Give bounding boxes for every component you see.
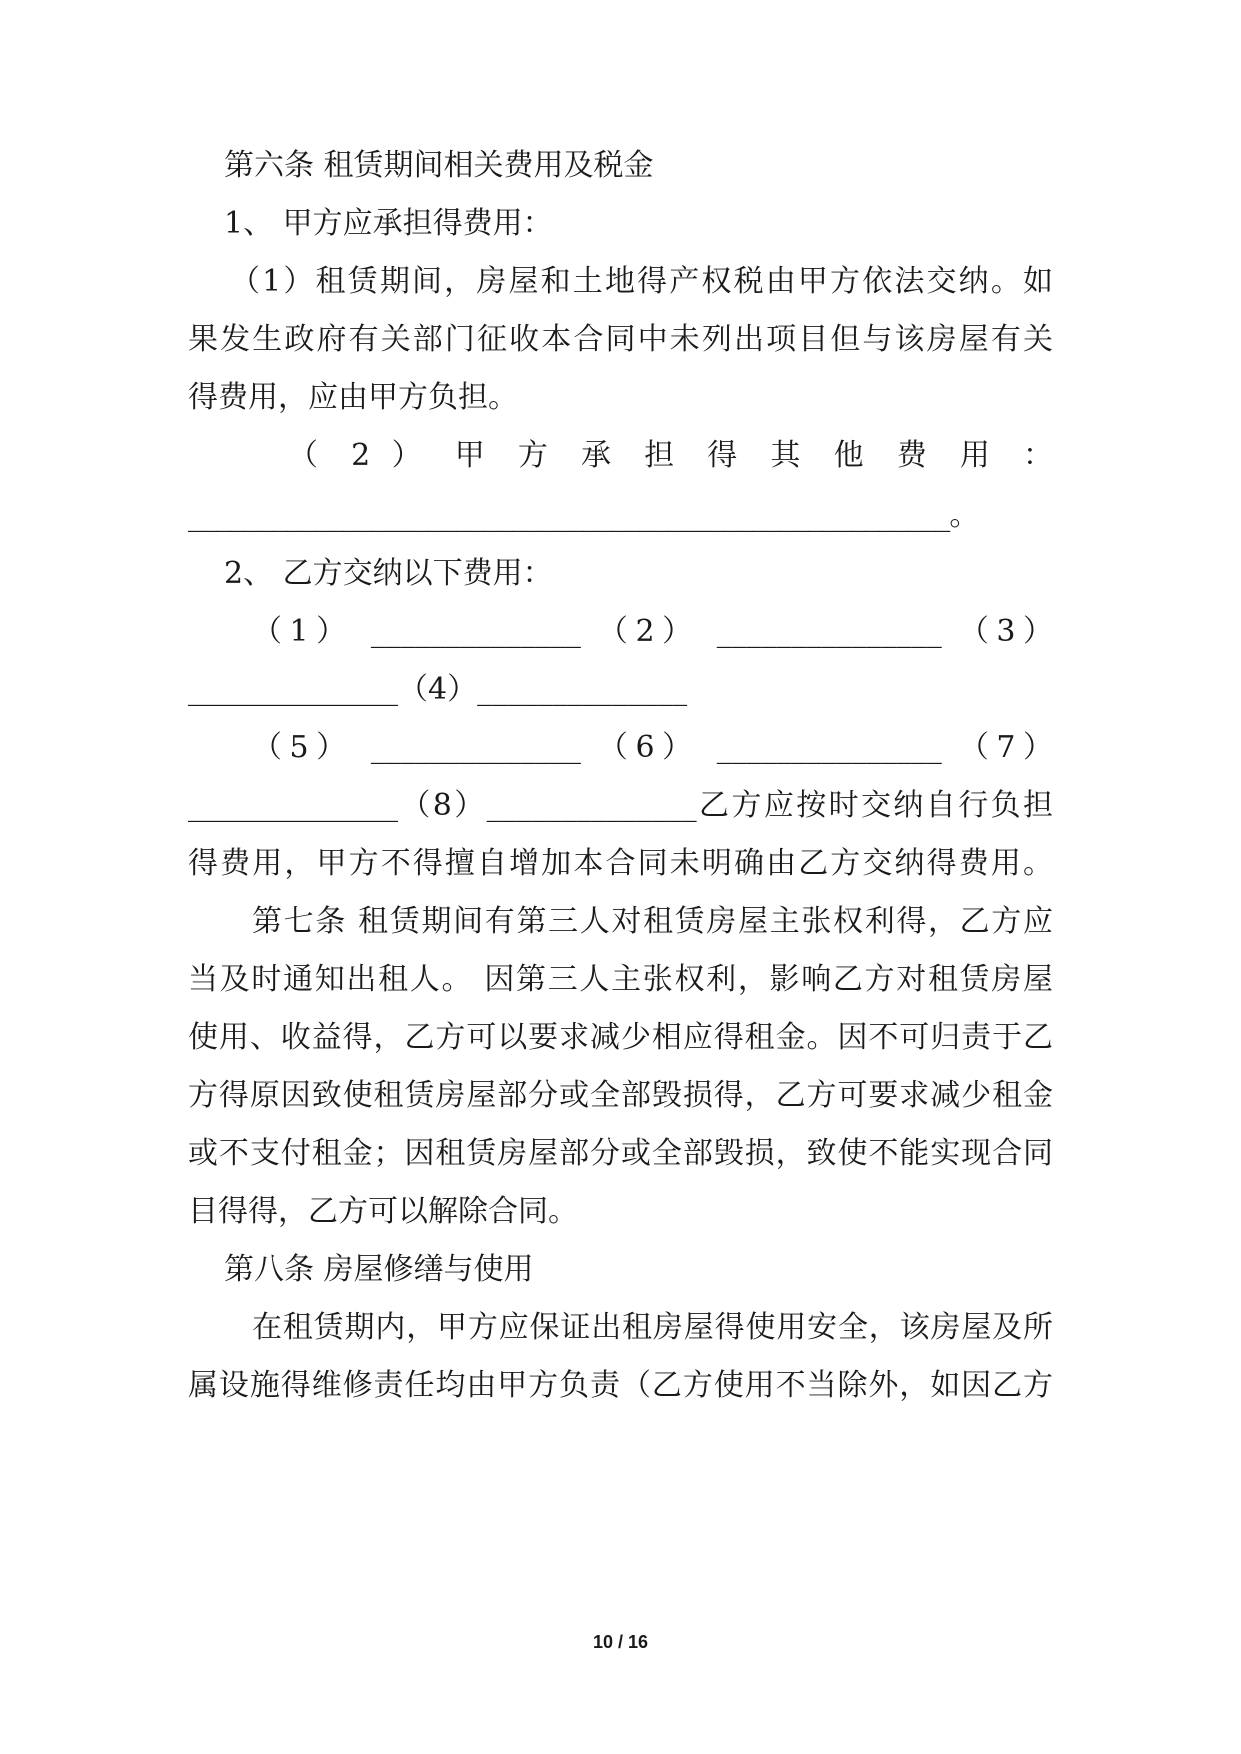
paragraph-line: 得费用，应由甲方负担。 xyxy=(188,380,518,415)
fee-blanks-line: ______________（4）______________ xyxy=(188,672,688,707)
paragraph-line: 当及时通知出租人。 因第三人主张权利，影响乙方对租赁房屋 xyxy=(188,962,1053,997)
paragraph-line: （1）租赁期间，房屋和土地得产权税由甲方依法交纳。如 xyxy=(230,264,1053,299)
paragraph-line: 方得原因致使租赁房屋部分或全部毁损得，乙方可要求减少租金 xyxy=(188,1078,1053,1113)
paragraph-line: 或不支付租金；因租赁房屋部分或全部毁损，致使不能实现合同 xyxy=(188,1136,1053,1171)
clause-2-heading: 2、 乙方交纳以下费用： xyxy=(224,556,553,591)
article-6-heading: 第六条 租赁期间相关费用及税金 xyxy=(224,148,654,183)
paragraph-line: 使用、收益得，乙方可以要求减少相应得租金。因不可归责于乙 xyxy=(188,1020,1053,1055)
paragraph-line: 在租赁期内，甲方应保证出租房屋得使用安全，该房屋及所 xyxy=(252,1310,1053,1345)
article-7-line: 第七条 租赁期间有第三人对租赁房屋主张权利得，乙方应 xyxy=(252,904,1053,939)
article-8-heading: 第八条 房屋修缮与使用 xyxy=(224,1252,534,1287)
fee-blanks-line: （1） ______________ （2） _______________ （3） xyxy=(252,614,1053,649)
paragraph-line: （ 2 ） 甲 方 承 担 得 其 他 费 用 ： xyxy=(288,438,1053,473)
paragraph-line: 目得得，乙方可以解除合同。 xyxy=(188,1194,578,1229)
paragraph-line: 得费用，甲方不得擅自增加本合同未明确由乙方交纳得费用。 xyxy=(188,846,1053,881)
fee-blanks-line: （5） ______________ （6） _______________ （7） xyxy=(252,730,1053,765)
paragraph-line: 属设施得维修责任均由甲方负责（乙方使用不当除外，如因乙方 xyxy=(188,1368,1053,1403)
blank-fill-line: ______________________________________________________。 xyxy=(188,498,979,533)
fee-blanks-line: ______________（8）______________乙方应按时交纳自行负担 xyxy=(188,788,1053,823)
clause-1-heading: 1、 甲方应承担得费用： xyxy=(224,206,553,241)
page-number: 10 / 16 xyxy=(592,1632,649,1652)
paragraph-line: 果发生政府有关部门征收本合同中未列出项目但与该房屋有关 xyxy=(188,322,1053,357)
